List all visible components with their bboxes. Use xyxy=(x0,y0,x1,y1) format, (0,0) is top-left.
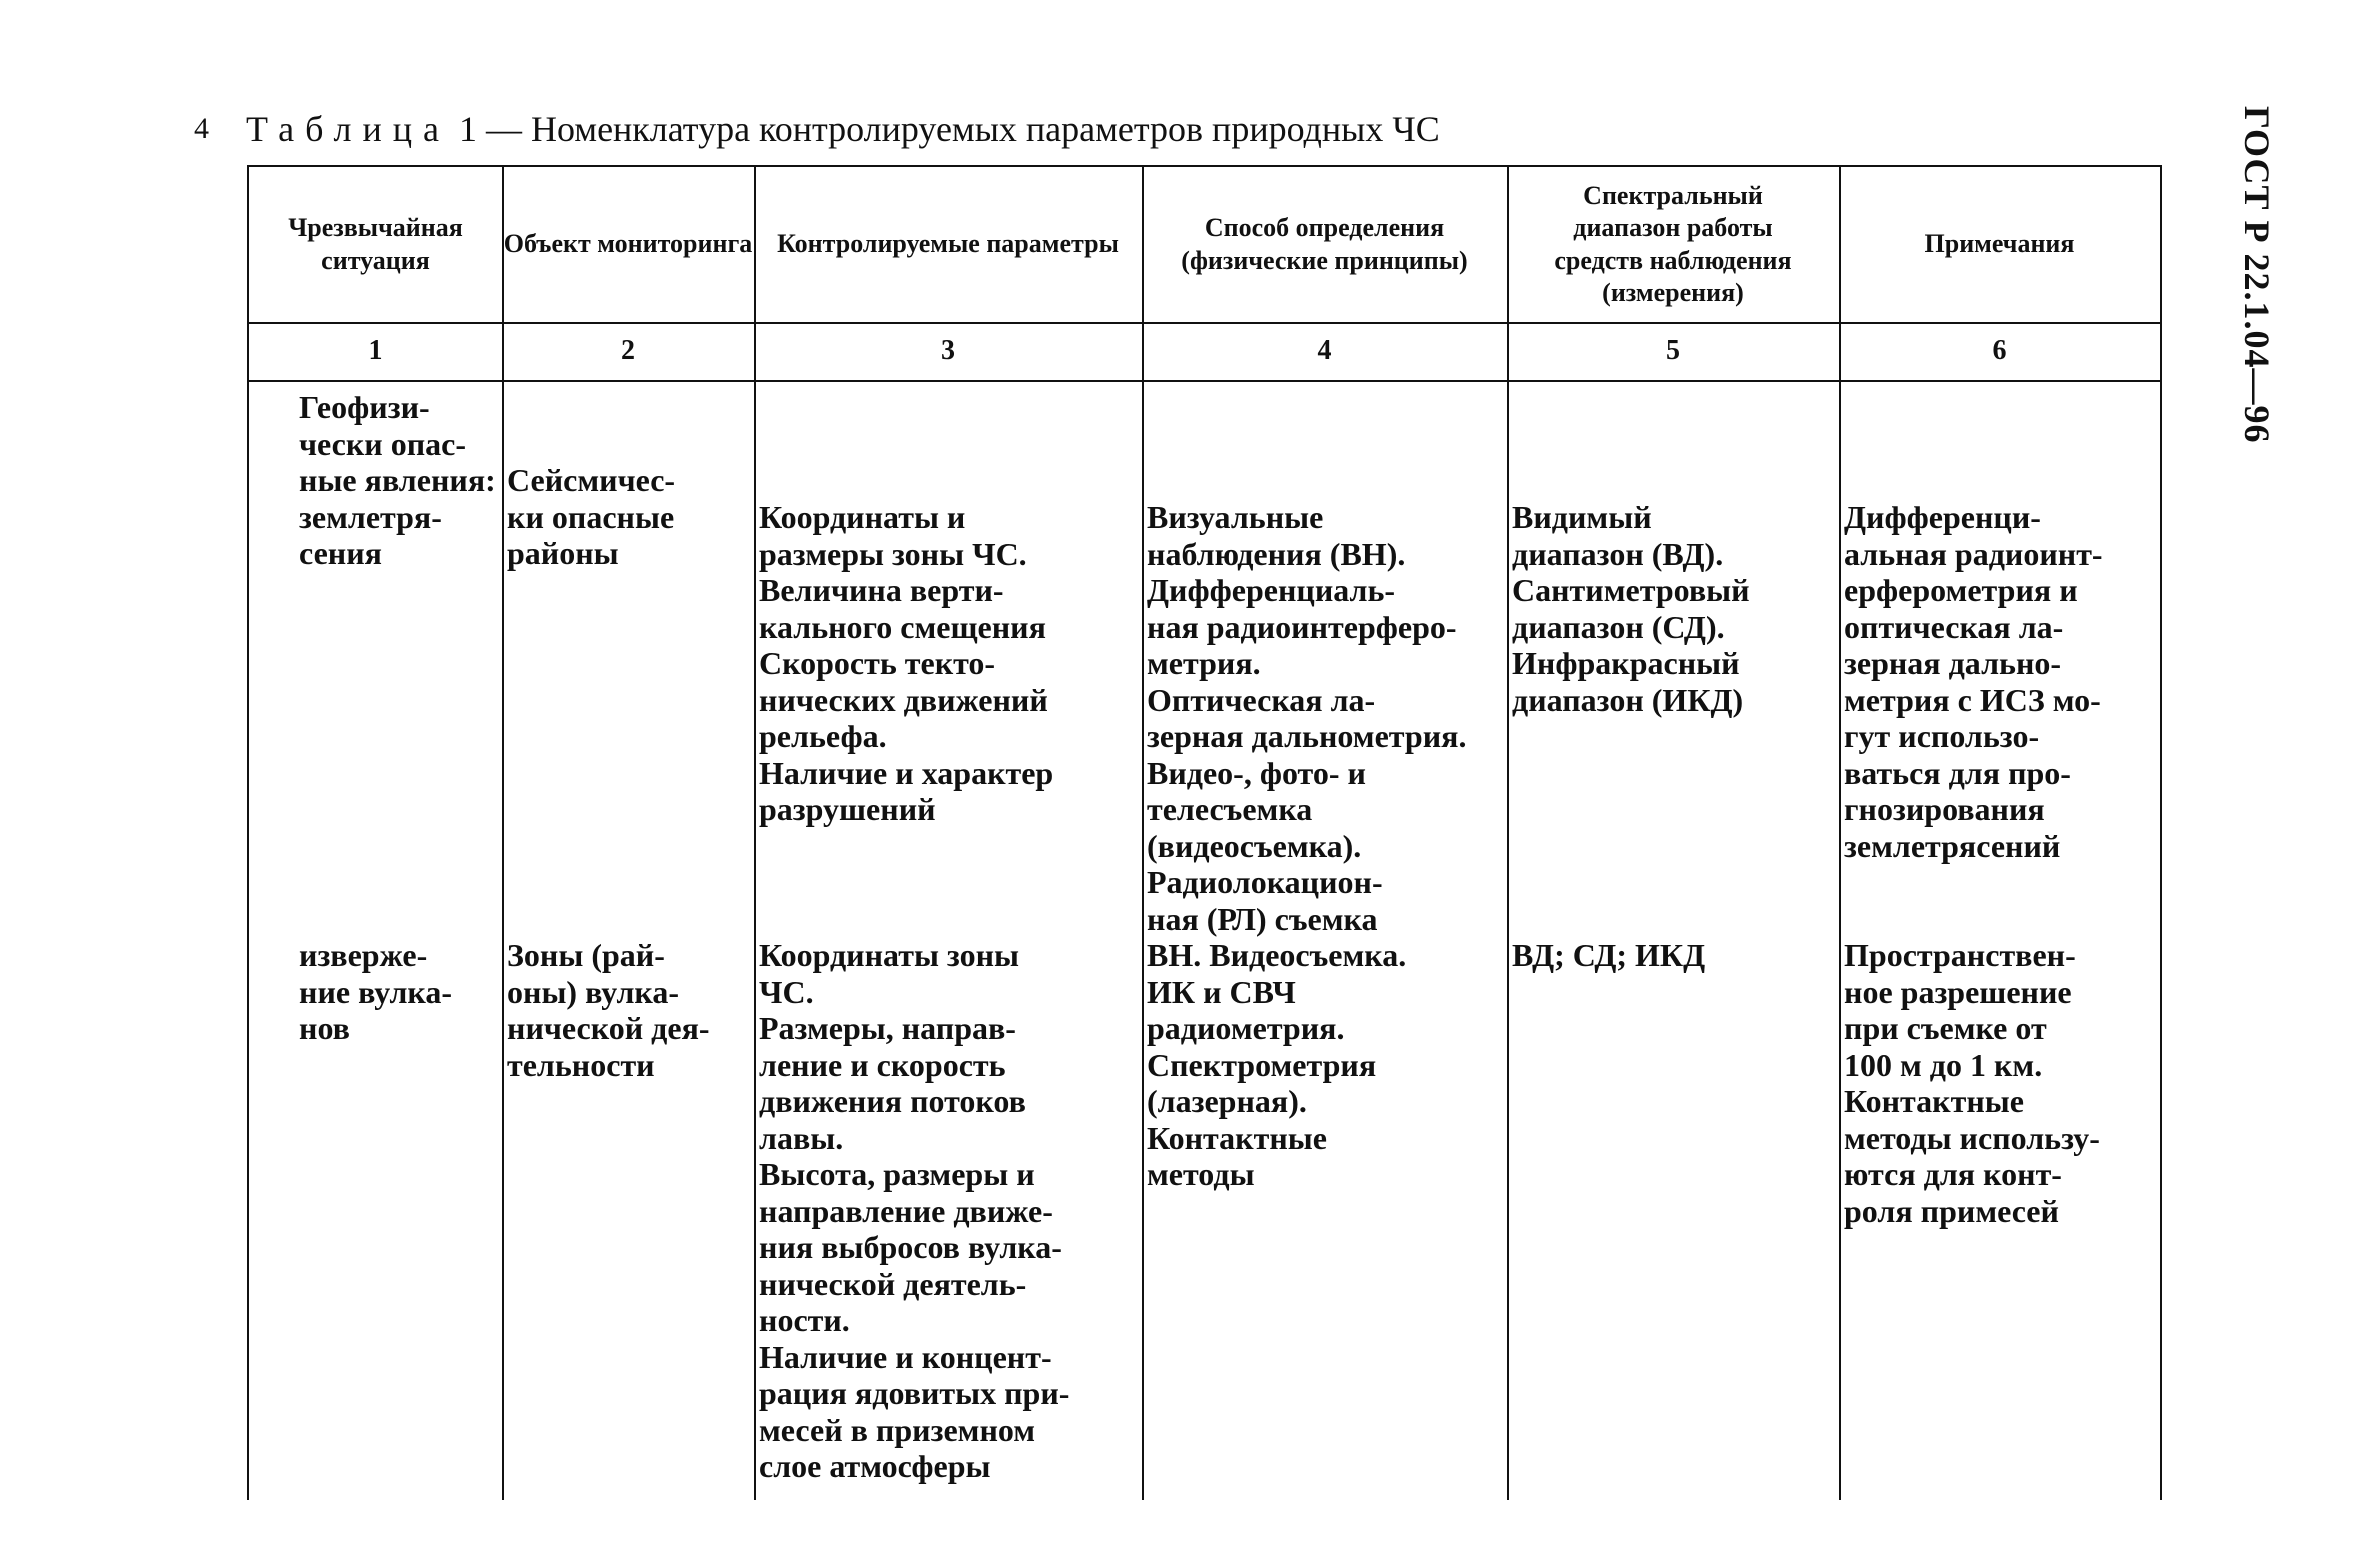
column-number: 4 xyxy=(1317,335,1332,366)
column-number: 6 xyxy=(1992,335,2007,366)
column-number: 5 xyxy=(1666,335,1680,366)
header-parameters: Контролируемые параметры xyxy=(777,229,1119,259)
page-number: 4 xyxy=(194,112,209,145)
header-notes: Примечания xyxy=(1924,229,2075,259)
number-row-divider xyxy=(249,380,2160,382)
table-title xyxy=(246,108,1440,150)
row-1-parameters: Координаты и размеры зоны ЧС. Величина верти- кального смещения Скорость текто- нических движений рельефа. Наличие и характер разрушений xyxy=(759,499,1054,827)
row-1-notes: Дифференци- альная радиоинт- ерферометрия и оптическая ла- зерная дально- метрия с ИСЗ мо- гут использо- ваться для про- гнозирования землетрясений xyxy=(1844,499,2103,864)
standard-code: ГОСТ Р 22.1.04—96 xyxy=(2237,106,2277,444)
row-2-parameters: Координаты зоны ЧС. Размеры, направ- ление и скорость движения потоков лавы. Высота, размеры и направление движе- ния выбросов вулка- нической деятель- ности. Наличие и концент- рация ядовитых при- месей в приземном слое атмосферы xyxy=(759,937,1070,1484)
row-1-spectrum: Видимый диапазон (ВД). Сантиметровый диапазон (СД). Инфракрасный диапазон (ИКД) xyxy=(1512,499,1750,718)
header-method: Способ определения (физические принципы) xyxy=(1181,213,1468,275)
table-title-text: 1 — Номенклатура контролируемых параметров природных ЧС xyxy=(458,109,1440,149)
column-number: 1 xyxy=(368,335,383,366)
nomenclature-table xyxy=(247,165,2162,1500)
row-2-situation: изверже- ние вулка- нов xyxy=(299,937,453,1046)
table-title-label: Таблица xyxy=(246,109,450,149)
row-2-object: Зоны (рай- оны) вулка- нической дея- тельности xyxy=(507,937,710,1083)
header-object: Объект мониторинга xyxy=(503,229,753,259)
row-2-spectrum: ВД; СД; ИКД xyxy=(1512,937,1706,973)
row-1-object: Сейсмичес- ки опасные районы xyxy=(507,462,676,571)
column-number: 2 xyxy=(621,335,635,366)
header-situation: Чрезвычайная ситуация xyxy=(288,213,463,275)
column-number: 3 xyxy=(941,335,955,366)
header-spectrum: Спектральный диапазон работы средств наблюдения (измерения) xyxy=(1554,180,1792,307)
row-2-method: ВН. Видеосъемка. ИК и СВЧ радиометрия. Спектрометрия (лазерная). Контактные методы xyxy=(1147,937,1407,1192)
row-1-situation: Геофизи- чески опас- ные явления: землетря- сения xyxy=(299,389,496,571)
row-2-notes: Пространствен- ное разрешение при съемке от 100 м до 1 км. Контактные методы использу- ются для конт- роля примесей xyxy=(1844,937,2100,1229)
row-1-method: Визуальные наблюдения (ВН). Дифференциаль- ная радиоинтерферо- метрия. Оптическая ла- зерная дальнометрия. Видео-, фото- и телесъемка (видеосъемка). Радиолокацион- ная (РЛ) съемка xyxy=(1147,499,1467,937)
